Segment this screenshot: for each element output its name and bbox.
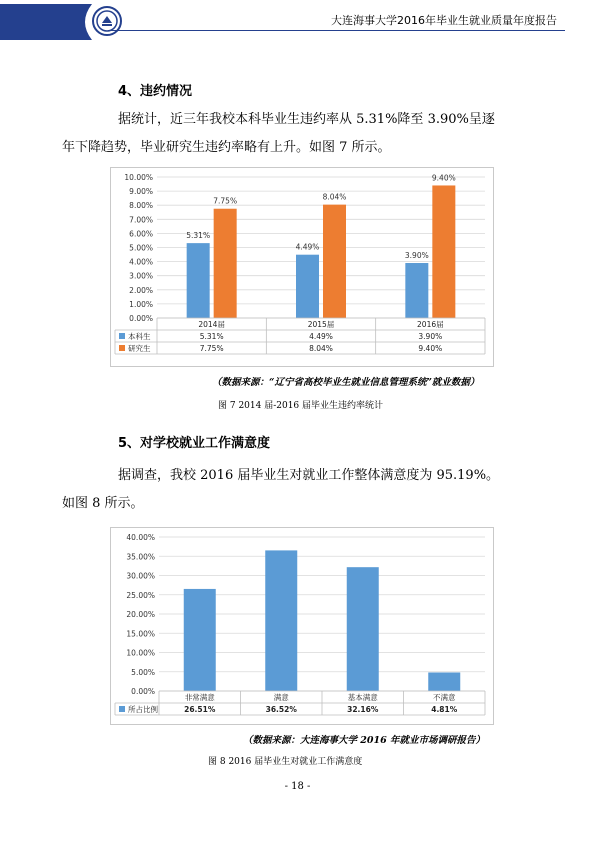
y-tick-label: 10.00%	[126, 648, 155, 658]
chart7-frame	[110, 167, 494, 367]
table-value: 4.81%	[431, 705, 458, 714]
header-rule	[108, 30, 565, 31]
legend-label: 所占比例	[128, 705, 158, 714]
data-label: 3.90%	[404, 251, 429, 261]
data-label: 7.75%	[213, 196, 238, 206]
section4-para-line1: 据统计，近三年我校本科毕业生违约率从 5.31%降至 3.90%呈逐	[118, 112, 495, 127]
section5-para-line2: 如图 8 所示。	[62, 496, 144, 511]
table-value: 8.04%	[309, 344, 333, 353]
legend-swatch	[119, 706, 125, 712]
section5-paragraph	[62, 462, 520, 518]
category-label: 2014届	[198, 320, 225, 329]
y-tick-label: 6.00%	[129, 229, 153, 239]
category-label: 满意	[273, 693, 289, 702]
legend-swatch	[119, 345, 125, 351]
data-label: 4.49%	[295, 242, 320, 252]
chart7	[111, 168, 493, 366]
table-value: 26.51%	[184, 705, 216, 714]
data-label: 8.04%	[322, 192, 347, 202]
y-tick-label: 10.00%	[124, 173, 153, 182]
table-value: 9.40%	[418, 344, 443, 353]
table-value: 4.49%	[309, 332, 333, 341]
category-label: 基本满意	[347, 693, 378, 702]
y-tick-label: 20.00%	[126, 610, 155, 619]
section4-paragraph	[62, 106, 520, 162]
header-band	[0, 4, 68, 40]
chart8	[111, 528, 493, 724]
y-tick-label: 7.00%	[129, 215, 153, 225]
university-logo	[92, 6, 122, 36]
bar	[265, 550, 297, 691]
page-number: - 18 -	[284, 781, 311, 792]
legend-label: 研究生	[128, 344, 151, 353]
bar	[428, 672, 460, 691]
y-tick-label: 0.00%	[131, 687, 155, 696]
section5-heading: 5、对学校就业工作满意度	[118, 436, 271, 451]
y-tick-label: 15.00%	[126, 629, 155, 639]
bar	[296, 255, 319, 318]
section4-heading: 4、违约情况	[118, 84, 193, 99]
table-value: 36.52%	[265, 705, 297, 714]
y-tick-label: 25.00%	[126, 590, 155, 600]
chart7-source: （数据来源：“辽宁省高校毕业生就业信息管理系统”就业数据）	[212, 377, 480, 388]
section5-para-line1: 据调查，我校 2016 届毕业生对就业工作整体满意度为 95.19%。	[118, 468, 500, 483]
legend-label: 本科生	[128, 332, 151, 341]
category-label: 2015届	[307, 320, 335, 329]
chart7-caption: 图 7 2014 届-2016 届毕业生违约率统计	[218, 401, 384, 411]
y-tick-label: 1.00%	[129, 299, 153, 309]
section4-para-line2: 年下降趋势，毕业研究生违约率略有上升。如图 7 所示。	[62, 140, 391, 155]
bar	[432, 185, 455, 318]
y-tick-label: 3.00%	[129, 271, 153, 281]
category-label: 2016届	[417, 320, 444, 329]
bar	[184, 589, 216, 691]
y-tick-label: 5.00%	[131, 667, 155, 677]
y-tick-label: 30.00%	[126, 571, 155, 581]
chart8-frame	[110, 527, 494, 725]
y-tick-label: 0.00%	[129, 314, 153, 323]
y-tick-label: 4.00%	[129, 257, 153, 267]
bar	[187, 243, 210, 318]
table-value: 32.16%	[347, 705, 379, 714]
y-tick-label: 2.00%	[129, 285, 153, 295]
table-value: 7.75%	[199, 344, 224, 353]
data-label: 5.31%	[186, 231, 211, 241]
legend-swatch	[119, 333, 125, 339]
y-tick-label: 35.00%	[126, 552, 155, 562]
bar	[405, 263, 428, 318]
y-tick-label: 5.00%	[129, 243, 153, 253]
bar	[347, 567, 379, 691]
chart8-source: （数据来源：大连海事大学 2016 年就业市场调研报告）	[243, 735, 486, 746]
y-tick-label: 40.00%	[126, 533, 155, 542]
bar	[214, 209, 237, 318]
data-label: 9.40%	[431, 173, 456, 183]
category-label: 非常满意	[184, 693, 215, 702]
table-value: 5.31%	[199, 332, 224, 341]
table-value: 3.90%	[418, 332, 443, 341]
bar	[323, 205, 346, 318]
chart8-caption: 图 8 2016 届毕业生对就业工作满意度	[208, 757, 363, 767]
category-label: 不满意	[433, 693, 456, 702]
y-tick-label: 8.00%	[129, 201, 153, 211]
header-title: 大连海事大学2016年毕业生就业质量年度报告	[331, 14, 557, 27]
y-tick-label: 9.00%	[129, 187, 153, 197]
